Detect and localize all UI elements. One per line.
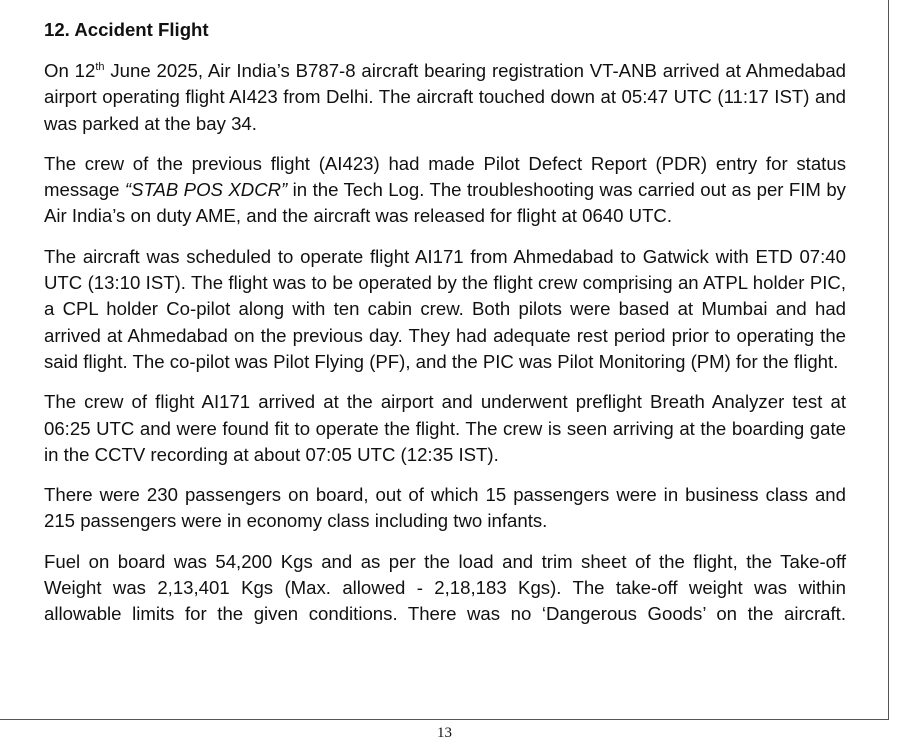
- paragraph-arrival-text-end: June 2025, Air India’s B787-8 aircraft bearing registration VT-ANB arrived at Ahmedabad airport operating flight AI423 from Delhi. The aircraft touched down at 05:47 UTC (11:17 IST) and was parked at the bay 34.: [44, 60, 846, 134]
- paragraph-passengers: There were 230 passengers on board, out of which 15 passengers were in business class and 215 passengers were in economy class including two infants.: [44, 484, 846, 532]
- paragraph-schedule-crew: The aircraft was scheduled to operate flight AI171 from Ahmedabad to Gatwick with ETD 07:40 UTC (13:10 IST). The flight was to be operated by the flight crew comprising an ATPL holder PIC, a CPL holder Co-pilot along with ten cabin crew. Both pilots were based at Mumbai and had arrived at Ahmedabad on the previous day. They had adequate rest period prior to operating the said flight. The co-pilot was Pilot Flying (PF), and the PIC was Pilot Monitoring (PM) for the flight.: [44, 245, 846, 372]
- paragraph-arrival-text-start: On 12: [44, 60, 96, 81]
- paragraph-arrival: [44, 58, 846, 137]
- document-body: [44, 17, 846, 642]
- paragraph-breath-test: The crew of flight AI171 arrived at the airport and underwent preflight Breath Analyzer test at 06:25 UTC and were found fit to operate the flight. The crew is seen arriving at the boarding gate in the CCTV recording at about 07:05 UTC (12:35 IST).: [44, 391, 846, 465]
- paragraph-defect-report: [44, 151, 846, 230]
- paragraph-fuel-weight: Fuel on board was 54,200 Kgs and as per the load and trim sheet of the flight, the Take-off Weight was 2,13,401 Kgs (Max. allowed - 2,18,183 Kgs). The take-off weight was within allowable limits for the given conditions. There was no ‘Dangerous Goods’ on the aircraft.: [44, 550, 846, 625]
- paragraph-defect-report-text-start: The crew of the previous flight (AI423) had made Pilot Defect Report (PDR) entry for status message: [44, 152, 846, 201]
- ordinal-superscript: th: [95, 60, 105, 73]
- section-heading: 12. Accident Flight: [44, 19, 209, 40]
- page-number: 13: [437, 725, 452, 741]
- paragraph-defect-report-text-end: in the Tech Log. The troubleshooting was carried out as per FIM by Air India’s on duty AME, and the aircraft was released for flight at 0640 UTC.: [44, 179, 846, 227]
- status-message-quote: “STAB POS XDCR”: [124, 179, 288, 201]
